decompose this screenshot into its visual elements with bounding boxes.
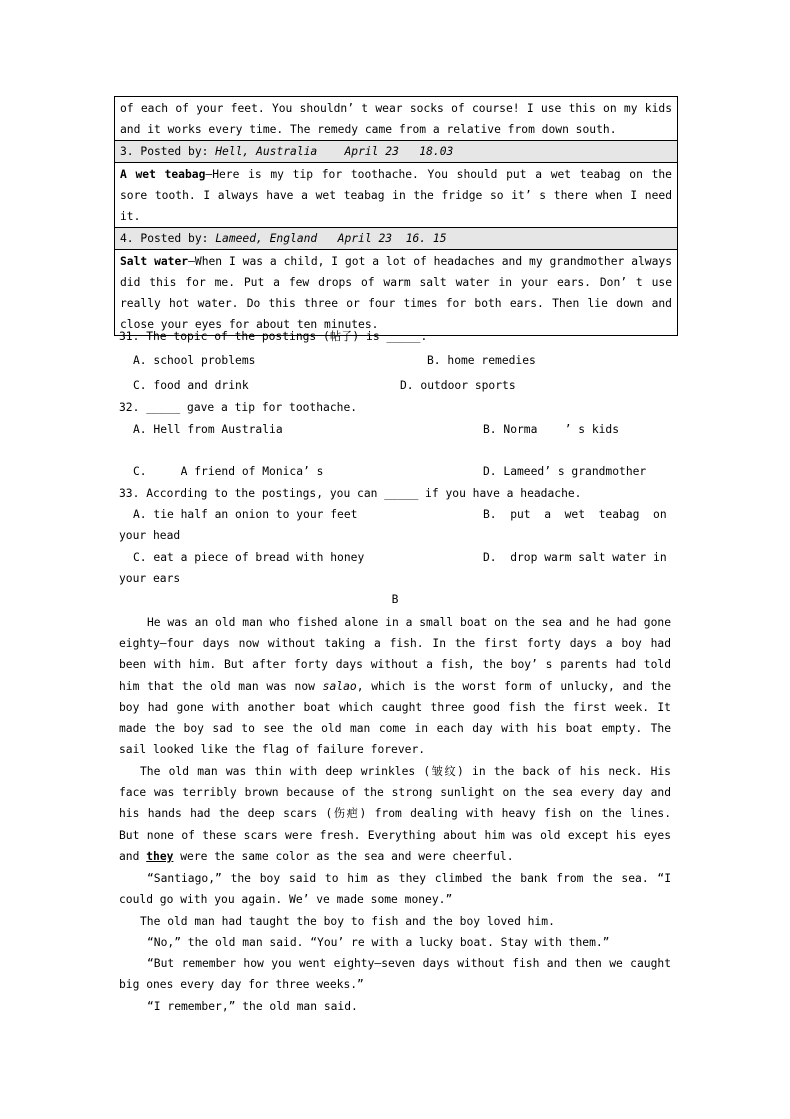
- question-32-stem: 32. _____ gave a tip for toothache.: [119, 401, 358, 414]
- q32-option-c: C. A friend of Monica’ s: [133, 465, 324, 478]
- posting-date: April 23: [344, 145, 399, 158]
- q33-option-d: D. drop warm salt water in: [483, 551, 667, 564]
- question-33-stem: 33. According to the postings, you can _____ if you have a headache.: [119, 487, 582, 500]
- posting-body: When I was a child, I got a lot of headaches and my grandmother always did this for me. Put a few drops of warm salt water in your ears. Don’ t use really hot water. Do this three or four times for both ears. Then lie down and close your eyes for about ten minutes.: [120, 255, 673, 331]
- q33-option-b-continued: your head: [119, 529, 181, 542]
- q31-option-d: D. outdoor sports: [400, 379, 516, 392]
- italic-word-salao: salao: [322, 679, 357, 693]
- passage-paragraph-4: The old man had taught the boy to fish and the boy loved him.: [140, 915, 555, 928]
- postings-table: [114, 96, 678, 336]
- posting-3-body-row: A wet teabag—Here is my tip for toothache. You should put a wet teabag on the sore tooth. I always have a wet teabag in the fridge so it’ s there when I need it.: [115, 163, 678, 228]
- passage-paragraph-1: He was an old man who fished alone in a small boat on the sea and he had gone eighty—four days now without taking a fish. In the first forty days a boy had been with him. But after forty days without a fish, the boy’ s parents had told him that the old man was now salao, which is the worst form of unlucky, and the boy had gone with another boat which caught three good fish the first week. It made the boy sad to see the old man come in each day with his boat empty. The sail looked like the flag of failure forever.: [119, 616, 671, 757]
- posting-continued-row: [115, 97, 678, 141]
- passage-paragraph-5: “No,” the old man said. “You’ re with a lucky boat. Stay with them.”: [147, 936, 610, 949]
- q32-option-b: B. Norma ’ s kids: [483, 423, 620, 436]
- q33-option-d-continued: your ears: [119, 572, 181, 585]
- q33-option-b: B. put a wet teabag on: [483, 508, 667, 521]
- posting-body: Here is my tip for toothache. You should put a wet teabag on the sore tooth. I always have a wet teabag in the fridge so it’ s there when I need it.: [120, 168, 672, 223]
- posting-title: A wet teabag: [120, 168, 206, 181]
- q33-option-c: C. eat a piece of bread with honey: [133, 551, 365, 564]
- passage-paragraph-3: “Santiago,” the boy said to him as they climbed the bank from the sea. “I could go with you again. We’ ve made some money.”: [119, 872, 671, 907]
- question-31-stem: 31. The topic of the postings (帖子) is _____.: [119, 330, 428, 343]
- passage-paragraph-6: “But remember how you went eighty—seven days without fish and then we caught big ones every day for three weeks.”: [119, 957, 671, 992]
- posting-time: 18.03: [419, 145, 454, 158]
- q31-option-a: A. school problems: [133, 354, 256, 367]
- posting-title: Salt water: [120, 255, 189, 268]
- q31-option-c: C. food and drink: [133, 379, 249, 392]
- underlined-word-they: they: [146, 849, 174, 863]
- posted-by-label: 3. Posted by:: [120, 145, 216, 158]
- posting-author: Hell, Australia: [215, 145, 318, 158]
- posting-date: April 23: [337, 232, 393, 245]
- q33-option-a: A. tie half an onion to your feet: [133, 508, 358, 521]
- passage-paragraph-2: The old man was thin with deep wrinkles (皱纹) in the back of his neck. His face was terribly brown because of the strong sunlight on the sea every day and his hands had the deep scars (伤疤) from dealing with heavy fish on the lines. But none of these scars were fresh. Everything about him was old except his eyes and they were the same color as the sea and were cheerful.: [119, 765, 671, 863]
- posting-2-body-continued: of each of your feet. You shouldn’ t wear socks of course! I use this on my kids and it works every time. The remedy came from a relative from down south.: [115, 97, 678, 141]
- posting-4-header: [115, 228, 678, 250]
- section-b-heading: B: [391, 593, 399, 606]
- q32-option-a: A. Hell from Australia: [133, 423, 283, 436]
- posted-by-label: 4. Posted by:: [120, 232, 216, 245]
- passage-paragraph-7: “I remember,” the old man said.: [147, 1000, 358, 1013]
- posting-author: Lameed, England: [215, 232, 318, 245]
- posting-time: 16. 15: [405, 232, 447, 245]
- q31-option-b: B. home remedies: [427, 354, 536, 367]
- posting-3-header: [115, 141, 678, 163]
- posting-4-body-row: Salt water—When I was a child, I got a lot of headaches and my grandmother always did this for me. Put a few drops of warm salt water in your ears. Don’ t use really hot water. Do this three or four times for both ears. Then lie down and close your eyes for about ten minutes.: [115, 250, 678, 336]
- q32-option-d: D. Lameed’ s grandmother: [483, 465, 647, 478]
